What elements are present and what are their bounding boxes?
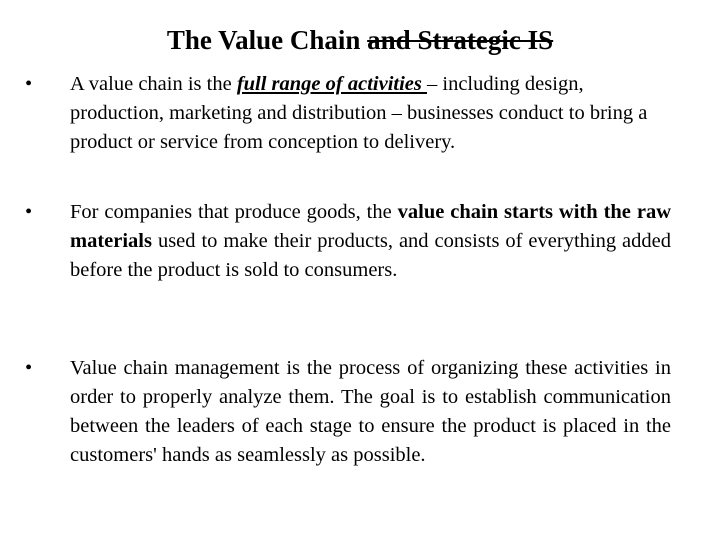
bullet-emphasis: full range of activities: [236, 73, 427, 95]
bullet-item-chain-management: [25, 354, 671, 470]
bullet-item-raw-materials: [25, 198, 671, 285]
bullet-text: [70, 198, 671, 285]
bullet-dot: •: [25, 357, 33, 379]
bullet-text: Value chain management is the process of organizing these activities in order to properly analyze them. The goal is to establish communication between the leaders of each stage to ensure the product is placed in the customers' hands as seamlessly as possible.: [70, 357, 671, 466]
bullet-text-start: For companies that produce goods, the: [70, 201, 398, 223]
bullet-text-end: – including design, production, marketing and distribution – businesses conduct to bring a product or service from conception to delivery.: [70, 73, 648, 153]
bullet-dot: •: [25, 73, 33, 95]
bullet-text-start: A value chain is the: [70, 73, 237, 95]
bullet-item-value-chain-definition: [25, 70, 671, 157]
bullet-dot: •: [25, 201, 33, 223]
title-main: The Value Chain: [166, 25, 368, 55]
slide-title: [0, 20, 720, 60]
bullet-emphasis: value chain starts with the raw materials: [70, 201, 671, 252]
bullet-text-end: used to make their products, and consists of everything added before the product is sold to consumers.: [70, 230, 671, 281]
title-struck-text: and Strategic IS: [367, 25, 554, 55]
bullet-text: [70, 70, 671, 157]
